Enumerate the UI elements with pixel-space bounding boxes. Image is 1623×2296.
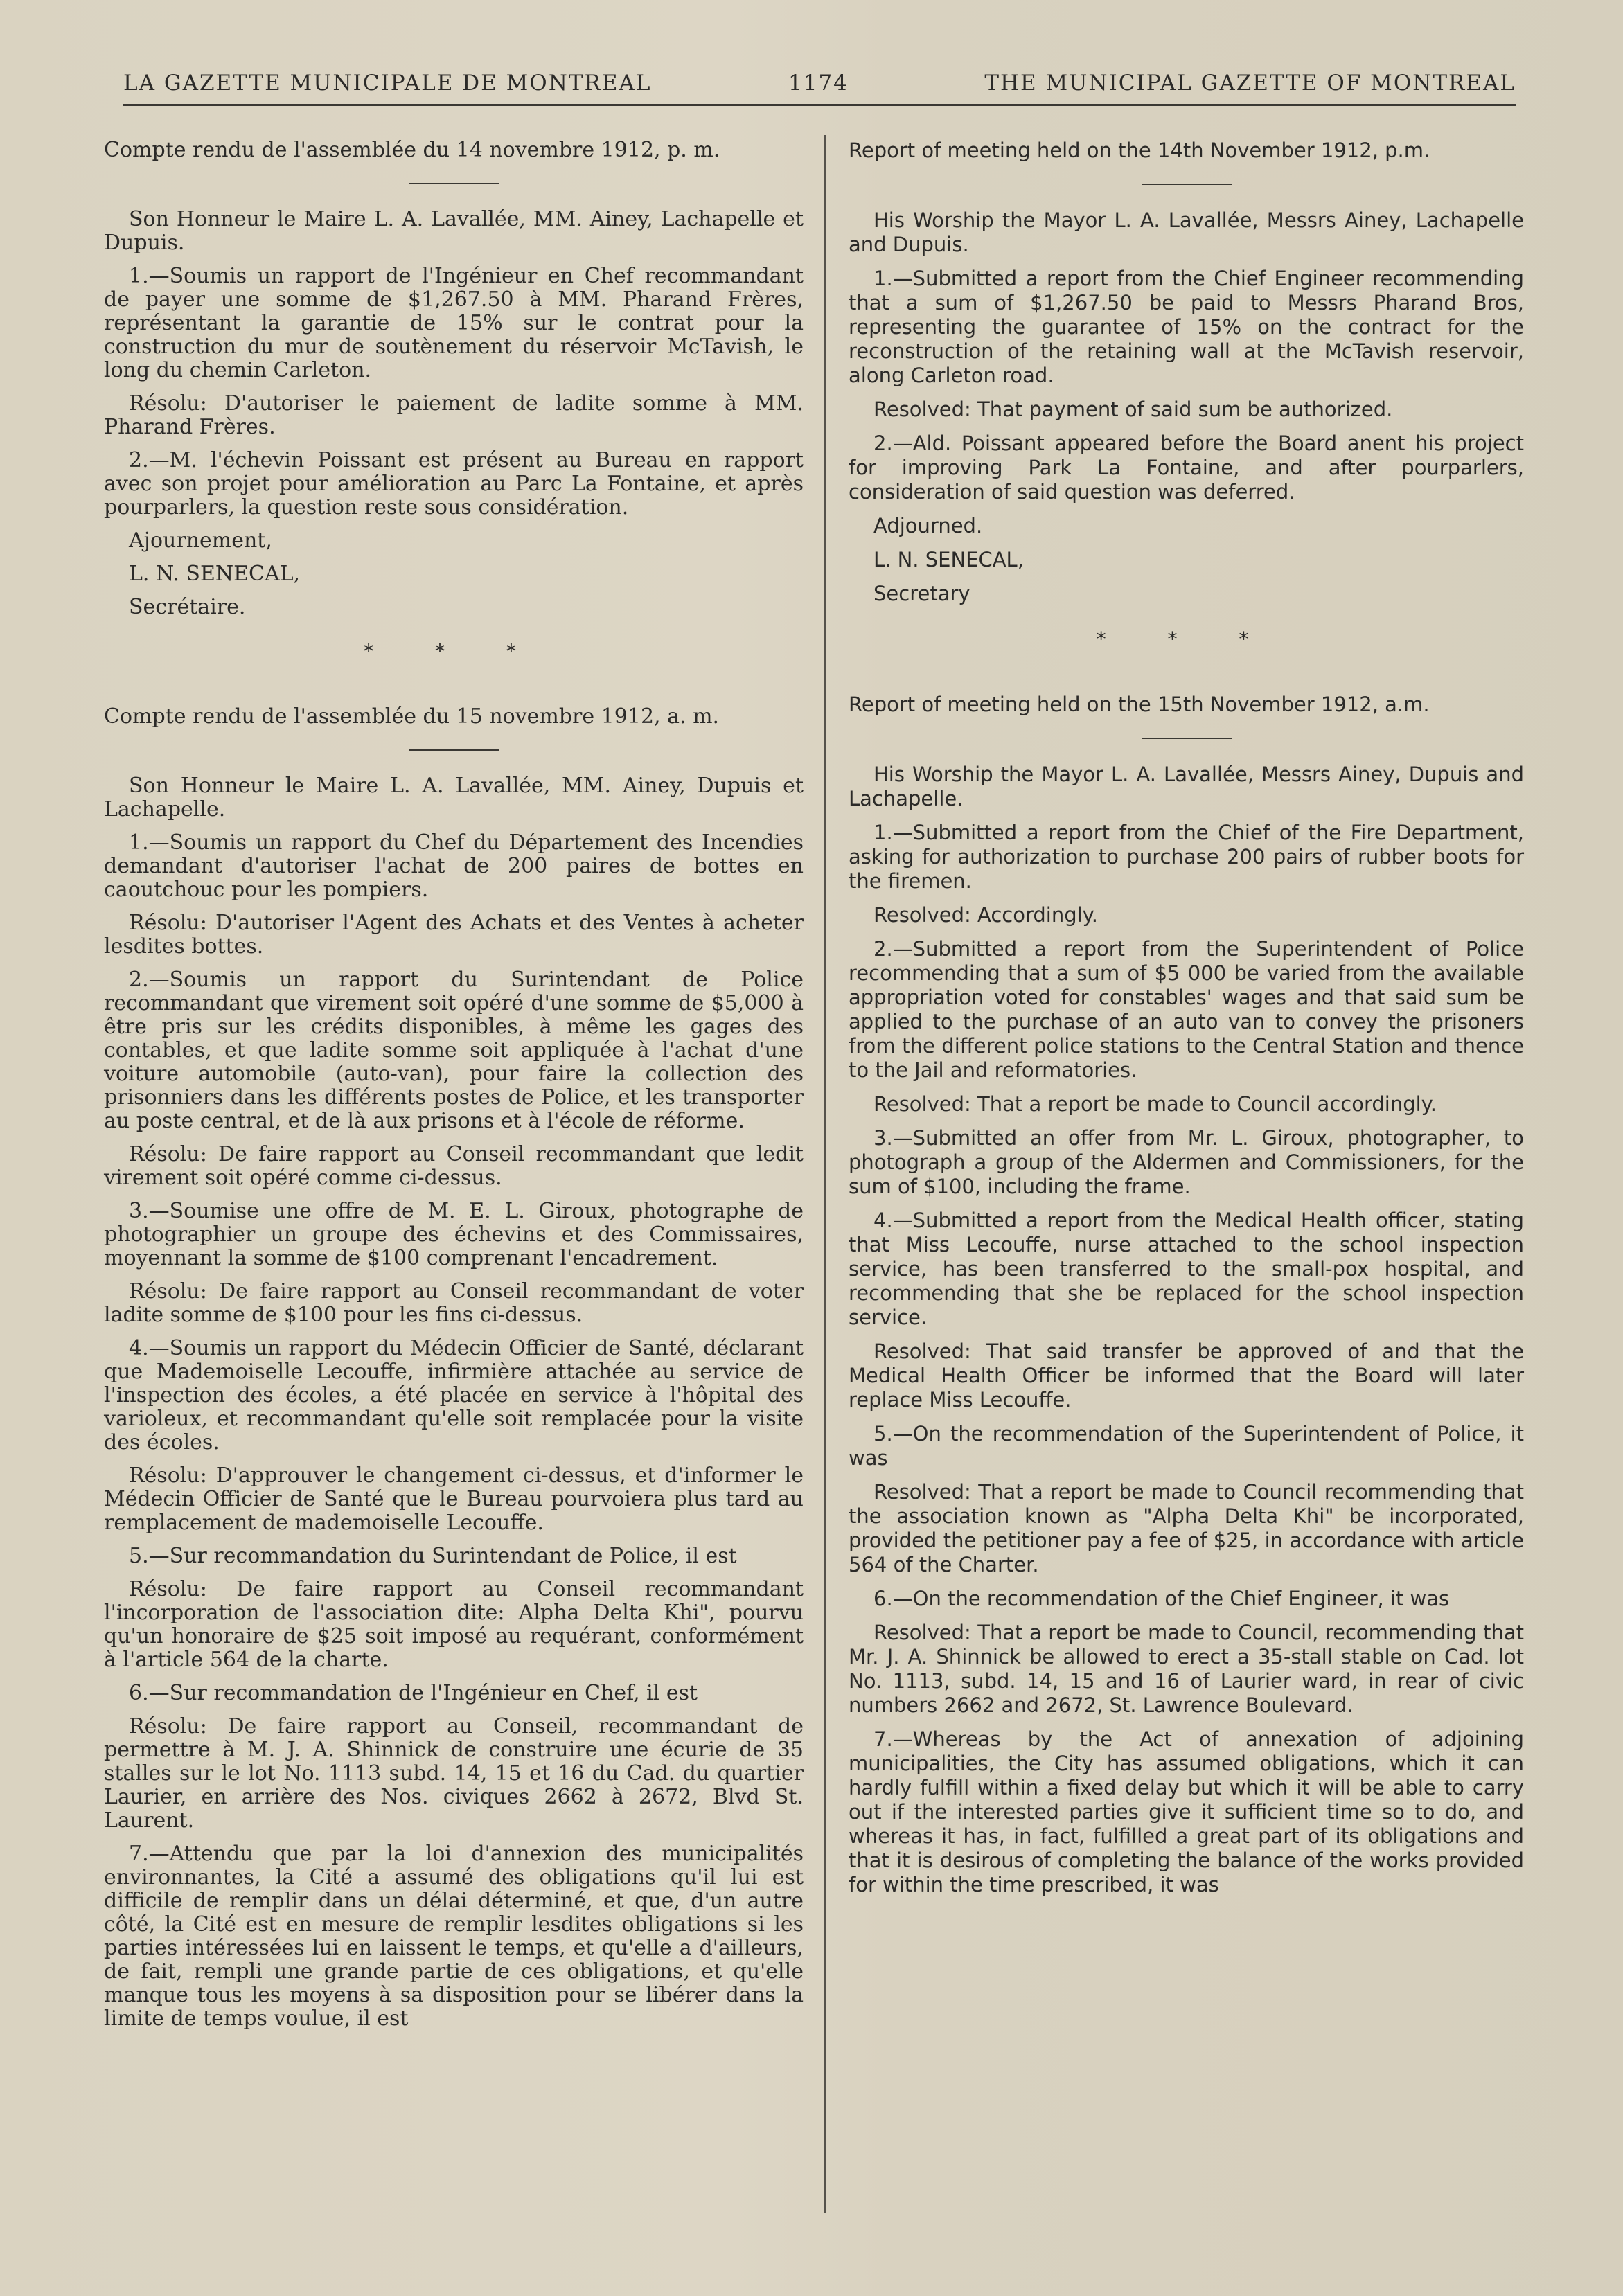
en-meeting1-signature-role: Secretary [873, 582, 970, 605]
fr-meeting2-item: 1.—Soumis un rapport du Chef du Département des Incendies demandant d'autoriser l'achat de 200 paires de bottes en caoutchouc pour les pompiers. [104, 830, 804, 902]
french-column [104, 139, 804, 2040]
fr-meeting1-signature-name: L. N. SENECAL, [129, 562, 301, 586]
en-meeting2-item: Resolved: Accordingly. [873, 903, 1098, 927]
fr-meeting2-title: Compte rendu de l'assemblée du 15 novembre 1912, a. m. [104, 704, 720, 729]
fr-meeting1-item: 2.—M. l'échevin Poissant est présent au Bureau en rapport avec son projet pour amélioration au Parc La Fontaine, et après pourparlers, la question reste sous considération. [104, 448, 804, 519]
header-english-title: THE MUNICIPAL GAZETTE OF MONTREAL [984, 71, 1516, 96]
page-header [123, 61, 1516, 103]
fr-meeting1-attendance: Son Honneur le Maire L. A. Lavallée, MM. Ainey, Lachapelle et Dupuis. [104, 207, 804, 255]
en-meeting1-rule [1142, 184, 1232, 185]
fr-meeting2-rule [409, 749, 499, 751]
en-meeting2-item: 1.—Submitted a report from the Chief of the Fire Department, asking for authorization to purchase 200 pairs of rubber boots for the firemen. [849, 821, 1524, 893]
column-divider [824, 135, 826, 2213]
en-meeting1-attendance: His Worship the Mayor L. A. Lavallée, Messrs Ainey, Lachapelle and Dupuis. [849, 208, 1524, 256]
en-meeting2-item: Resolved: That a report be made to Council, recommending that Mr. J. A. Shinnick be allowed to erect a 35-stall stable on Cad. lot No. 1113, subd. 14, 15 and 16 of Laurier ward, in rear of civic numbers 2662 and 2672, St. Lawrence Boulevard. [849, 1621, 1524, 1717]
fr-meeting1-title: Compte rendu de l'assemblée du 14 novembre 1912, p. m. [104, 138, 720, 162]
fr-meeting1-item: Ajournement, [129, 528, 272, 553]
fr-separator: * * * [364, 640, 544, 663]
en-separator: * * * [1096, 628, 1277, 650]
fr-meeting1-signature-role: Secrétaire. [129, 595, 246, 619]
fr-meeting2-item: Résolu: De faire rapport au Conseil recommandant que ledit virement soit opéré comme ci-dessus. [104, 1142, 804, 1190]
en-meeting2-item: 5.—On the recommendation of the Superintendent of Police, it was [849, 1422, 1524, 1470]
en-meeting2-item: 2.—Submitted a report from the Superintendent of Police recommending that a sum of $5 000 be varied from the available appropriation voted for constables' wages and that said sum be applied to the purchase of an auto van to convey the prisoners from the different police stations to the Central Station and thence to the Jail and reformatories. [849, 937, 1524, 1082]
fr-meeting2-item: 6.—Sur recommandation de l'Ingénieur en Chef, il est [129, 1681, 698, 1705]
en-meeting1-item: Resolved: That payment of said sum be authorized. [873, 398, 1393, 421]
en-meeting2-item: Resolved: That a report be made to Council accordingly. [873, 1092, 1437, 1116]
en-meeting1-item: 2.—Ald. Poissant appeared before the Board anent his project for improving Park La Fontaine, and after pourparlers, consideration of said question was deferred. [849, 431, 1524, 504]
fr-meeting2-attendance: Son Honneur le Maire L. A. Lavallée, MM. Ainey, Dupuis et Lachapelle. [104, 774, 804, 821]
en-meeting2-item: 3.—Submitted an offer from Mr. L. Giroux, photographer, to photograph a group of the Aldermen and Commissioners, for the sum of $100, including the frame. [849, 1126, 1524, 1198]
fr-meeting2-item: Résolu: De faire rapport au Conseil recommandant de voter ladite somme de $100 pour les fins ci-dessus. [104, 1279, 804, 1327]
fr-meeting2-item: 5.—Sur recommandation du Surintendant de Police, il est [129, 1544, 737, 1568]
en-meeting1-signature-name: L. N. SENECAL, [873, 548, 1024, 571]
en-meeting2-item: Resolved: That said transfer be approved of and that the Medical Health Officer be informed that the Board will later replace Miss Lecouffe. [849, 1340, 1524, 1412]
en-meeting2-item: 7.—Whereas by the Act of annexation of adjoining municipalities, the City has assumed obligations, which it can hardly fulfill within a fixed delay but which it will be able to carry out if the interested parties give it sufficient time so to do, and whereas it has, in fact, fulfilled a great part of its obligations and that it is desirous of completing the balance of the works provided for within the time prescribed, it was [849, 1727, 1524, 1896]
en-meeting2-attendance: His Worship the Mayor L. A. Lavallée, Messrs Ainey, Dupuis and Lachapelle. [849, 763, 1524, 810]
fr-meeting2-item: Résolu: D'approuver le changement ci-dessus, et d'informer le Médecin Officier de Santé que le Bureau pourvoiera plus tard au remplacement de mademoiselle Lecouffe. [104, 1463, 804, 1535]
en-meeting1-item: Adjourned. [873, 514, 983, 537]
header-rule [123, 104, 1516, 106]
fr-meeting1-rule [409, 183, 499, 184]
en-meeting1-title: Report of meeting held on the 14th November 1912, p.m. [849, 139, 1430, 162]
fr-meeting2-item: 2.—Soumis un rapport du Surintendant de Police recommandant que virement soit opéré d'une somme de $5,000 à être pris sur les crédits disponibles, à même les gages des contables, et que ladite somme soit appliquée à l'achat d'une voiture automobile (auto-van), pour faire la collection des prisonniers dans les différents postes de Police, et les transporter au poste central, et de là aux prisons et à l'école de réforme. [104, 968, 804, 1133]
en-meeting2-item: Resolved: That a report be made to Council recommending that the association known as "Alpha Delta Khi" be incorporated, provided the petitioner pay a fee of $25, in accordance with article 564 of the Charter. [849, 1480, 1524, 1576]
en-meeting2-item: 4.—Submitted a report from the Medical Health officer, stating that Miss Lecouffe, nurse attached to the school inspection service, has been transferred to the small-pox hospital, and recommending that she be replaced for the school inspection service. [849, 1209, 1524, 1329]
en-meeting2-rule [1142, 738, 1232, 739]
en-meeting1-item: 1.—Submitted a report from the Chief Engineer recommending that a sum of $1,267.50 be paid to Messrs Pharand Bros, representing the guarantee of 15% on the contract for the reconstruction of the retaining wall at the McTavish reservoir, along Carleton road. [849, 267, 1524, 387]
fr-meeting2-item: Résolu: De faire rapport au Conseil, recommandant de permettre à M. J. A. Shinnick de construire une écurie de 35 stalles sur le lot No. 1113 subd. 14, 15 et 16 du Cad. du quartier Laurier, en arrière des Nos. civiques 2662 à 2672, Blvd St. Laurent. [104, 1714, 804, 1833]
fr-meeting2-item: 3.—Soumise une offre de M. E. L. Giroux, photographe de photographier un groupe des échevins et des Commissaires, moyennant la somme de $100 comprenant l'encadrement. [104, 1199, 804, 1270]
header-french-title: LA GAZETTE MUNICIPALE DE MONTREAL [123, 71, 652, 96]
english-column [849, 139, 1524, 1907]
fr-meeting2-item: Résolu: D'autoriser l'Agent des Achats et des Ventes à acheter lesdites bottes. [104, 911, 804, 959]
en-meeting2-item: 6.—On the recommendation of the Chief Engineer, it was [873, 1587, 1450, 1610]
fr-meeting2-item: 7.—Attendu que par la loi d'annexion des municipalités environnantes, la Cité a assumé des obligations qu'il lui est difficile de remplir dans un délai déterminé, et que, d'un autre côté, la Cité est en mesure de remplir lesdites obligations si les parties intéressées lui en laissent le temps, et qu'elle a d'ailleurs, de fait, rempli une grande partie de ces obligations, et qu'elle manque tous les moyens à sa disposition pour se libérer dans la limite de temps voulue, il est [104, 1842, 804, 2031]
fr-meeting2-item: Résolu: De faire rapport au Conseil recommandant l'incorporation de l'association dite: Alpha Delta Khi", pourvu qu'un honoraire de $25 soit imposé au requérant, conformément à l'article 564 de la charte. [104, 1577, 804, 1672]
fr-meeting2-item: 4.—Soumis un rapport du Médecin Officier de Santé, déclarant que Mademoiselle Lecouffe, infirmière attachée au service de l'inspection des écoles, a été placée en service à l'hôpital des varioleux, et recommandant qu'elle soit remplacée pour la visite des écoles. [104, 1336, 804, 1454]
fr-meeting1-item: Résolu: D'autoriser le paiement de ladite somme à MM. Pharand Frères. [104, 391, 804, 439]
en-meeting2-title: Report of meeting held on the 15th November 1912, a.m. [849, 693, 1430, 716]
fr-meeting1-item: 1.—Soumis un rapport de l'Ingénieur en Chef recommandant de payer une somme de $1,267.50 à MM. Pharand Frères, représentant la garantie de 15% sur le contrat pour la construction du mur de soutènement du réservoir McTavish, le long du chemin Carleton. [104, 264, 804, 382]
page-number: 1174 [788, 71, 849, 96]
